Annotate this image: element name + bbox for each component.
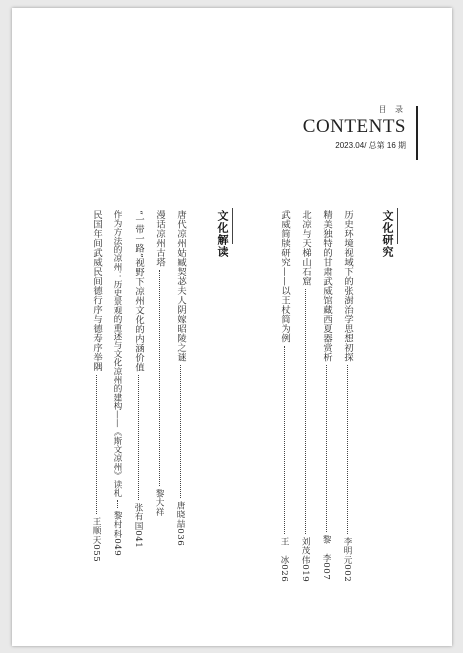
entry-author-page: 唐晓喆036 bbox=[175, 500, 185, 546]
toc-entry[interactable] bbox=[340, 210, 354, 582]
entry-title: 作为方法的凉州：历史景观的重述与文化凉州的建构——《斯文凉州》读札 bbox=[112, 210, 122, 498]
entry-author-page: 黎 李007 bbox=[321, 534, 331, 580]
entry-title: 唐代凉州姑臧契苾夫人阴嫁昭陵之谜 bbox=[175, 210, 186, 362]
section-divider bbox=[232, 208, 233, 244]
entry-title: 精美独特的甘肃武威馆藏西夏器赏析 bbox=[321, 210, 332, 362]
leader-dots bbox=[347, 365, 348, 534]
entry-title: 历史环境视域下的张澍治学思想初探 bbox=[342, 210, 353, 362]
toc-entry[interactable] bbox=[152, 210, 166, 516]
toc-entry[interactable] bbox=[89, 210, 103, 562]
entry-title: 武威简牍研究——以王杖简为例 bbox=[279, 210, 290, 343]
toc-entry[interactable] bbox=[173, 210, 187, 546]
toc-entry[interactable] bbox=[298, 210, 312, 582]
entry-title: “一带一路”视野下凉州文化的内涵价值 bbox=[133, 210, 144, 372]
entry-title: 民国年间武威民间德行序与德寿序举隅 bbox=[91, 210, 102, 372]
toc-heading: 目 录 bbox=[378, 105, 406, 114]
entry-author-page: 黎村科049 bbox=[112, 511, 122, 557]
toc-entry[interactable] bbox=[319, 210, 333, 580]
toc-entry[interactable] bbox=[131, 210, 145, 548]
toc-page bbox=[12, 8, 452, 646]
entry-author-page: 李明元002 bbox=[342, 536, 352, 582]
toc-entry[interactable] bbox=[110, 210, 124, 557]
section-divider bbox=[397, 208, 398, 244]
leader-dots bbox=[117, 500, 118, 508]
entry-title: 北凉与天梯山石窟 bbox=[300, 210, 311, 286]
entry-author-page: 王 冰026 bbox=[279, 536, 289, 582]
entry-author-page: 刘茂伟019 bbox=[300, 536, 310, 582]
leader-dots bbox=[96, 375, 97, 514]
leader-dots bbox=[326, 365, 327, 532]
issue-number: 2023.04/ 总第 16 期 bbox=[335, 141, 406, 150]
entry-author-page: 王顺天055 bbox=[91, 516, 101, 562]
contents-title: CONTENTS bbox=[302, 116, 406, 137]
section-title-culture-research: 文化研究 bbox=[381, 210, 394, 258]
leader-dots bbox=[284, 346, 285, 534]
entry-author-page: 黎大祥 bbox=[154, 488, 164, 516]
leader-dots bbox=[180, 365, 181, 498]
section-title-culture-interpretation: 文化解读 bbox=[216, 210, 229, 258]
leader-dots bbox=[138, 375, 139, 500]
toc-entry-trailing bbox=[89, 564, 103, 584]
entry-author-page: 张有国041 bbox=[133, 502, 143, 548]
header-divider bbox=[416, 106, 418, 160]
leader-dots bbox=[305, 289, 306, 534]
entry-title: 漫话凉州古塔 bbox=[154, 210, 165, 267]
leader-dots bbox=[159, 270, 160, 486]
toc-entry[interactable] bbox=[277, 210, 291, 582]
